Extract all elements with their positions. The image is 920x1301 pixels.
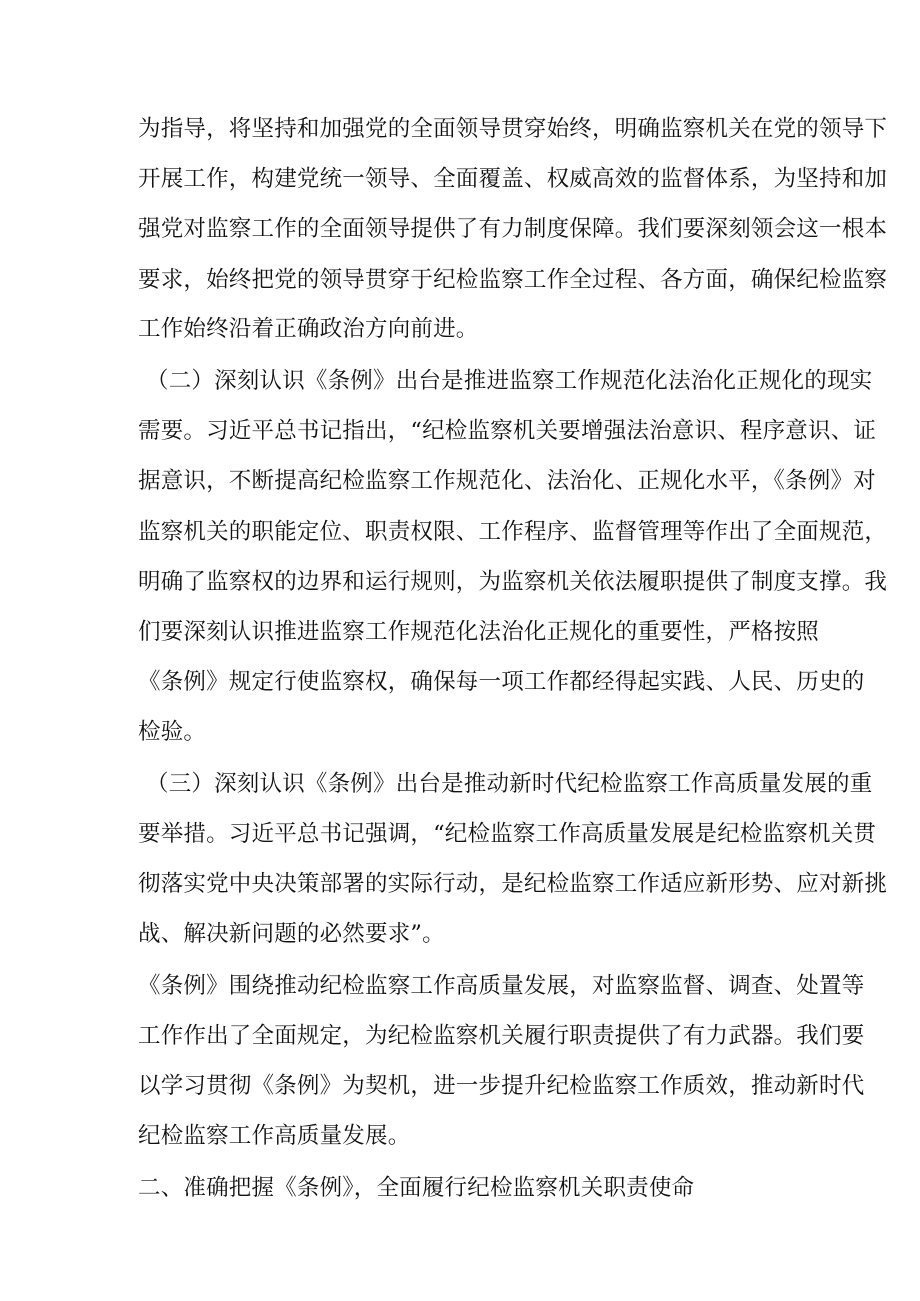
text-line: 纪检监察工作高质量发展。 (138, 1123, 411, 1149)
text-line: 工作作出了全面规定，为纪检监察机关履行职责提供了有力武器。我们要 (138, 1023, 865, 1049)
text-line: 《条例》围绕推动纪检监察工作高质量发展，对监察监督、调查、处置等 (138, 973, 865, 999)
text-line: 为指导，将坚持和加强党的全面领导贯穿始终，明确监察机关在党的领导下 (138, 116, 888, 142)
text-line: 《条例》规定行使监察权，确保每一项工作都经得起实践、人民、历史的 (138, 669, 865, 695)
text-line: 战、解决新问题的必然要求”。 (138, 921, 445, 947)
text-line: （二）深刻认识《条例》出台是推进监察工作规范化法治化正规化的现实 (146, 368, 873, 394)
text-line: 监察机关的职能定位、职责权限、工作程序、监督管理等作出了全面规范， (138, 519, 888, 545)
text-line: 工作始终沿着正确政治方向前进。 (138, 316, 479, 342)
text-line: 需要。习近平总书记指出，“纪检监察机关要增强法治意识、程序意识、证 (138, 418, 877, 444)
text-line: 要求，始终把党的领导贯穿于纪检监察工作全过程、各方面，确保纪检监察 (138, 267, 888, 293)
text-line: （三）深刻认识《条例》出台是推动新时代纪检监察工作高质量发展的重 (146, 771, 873, 797)
text-line: 们要深刻认识推进监察工作规范化法治化正规化的重要性，严格按照 (138, 619, 820, 645)
text-line: 要举措。习近平总书记强调，“纪检监察工作高质量发展是纪检监察机关贯 (138, 821, 877, 847)
text-line: 明确了监察权的边界和运行规则，为监察机关依法履职提供了制度支撑。我 (138, 569, 888, 595)
text-line: 开展工作，构建党统一领导、全面覆盖、权威高效的监督体系，为坚持和加 (138, 166, 888, 192)
text-line: 彻落实党中央决策部署的实际行动，是纪检监察工作适应新形势、应对新挑 (138, 871, 888, 897)
text-line: 据意识，不断提高纪检监察工作规范化、法治化、正规化水平，《条例》对 (138, 468, 876, 494)
text-line: 检验。 (138, 719, 207, 745)
section-heading: 二、准确把握《条例》，全面履行纪检监察机关职责使命 (138, 1175, 695, 1201)
text-line: 强党对监察工作的全面领导提供了有力制度保障。我们要深刻领会这一根本 (138, 216, 888, 242)
text-line: 以学习贯彻《条例》为契机，进一步提升纪检监察工作质效，推动新时代 (138, 1073, 865, 1099)
